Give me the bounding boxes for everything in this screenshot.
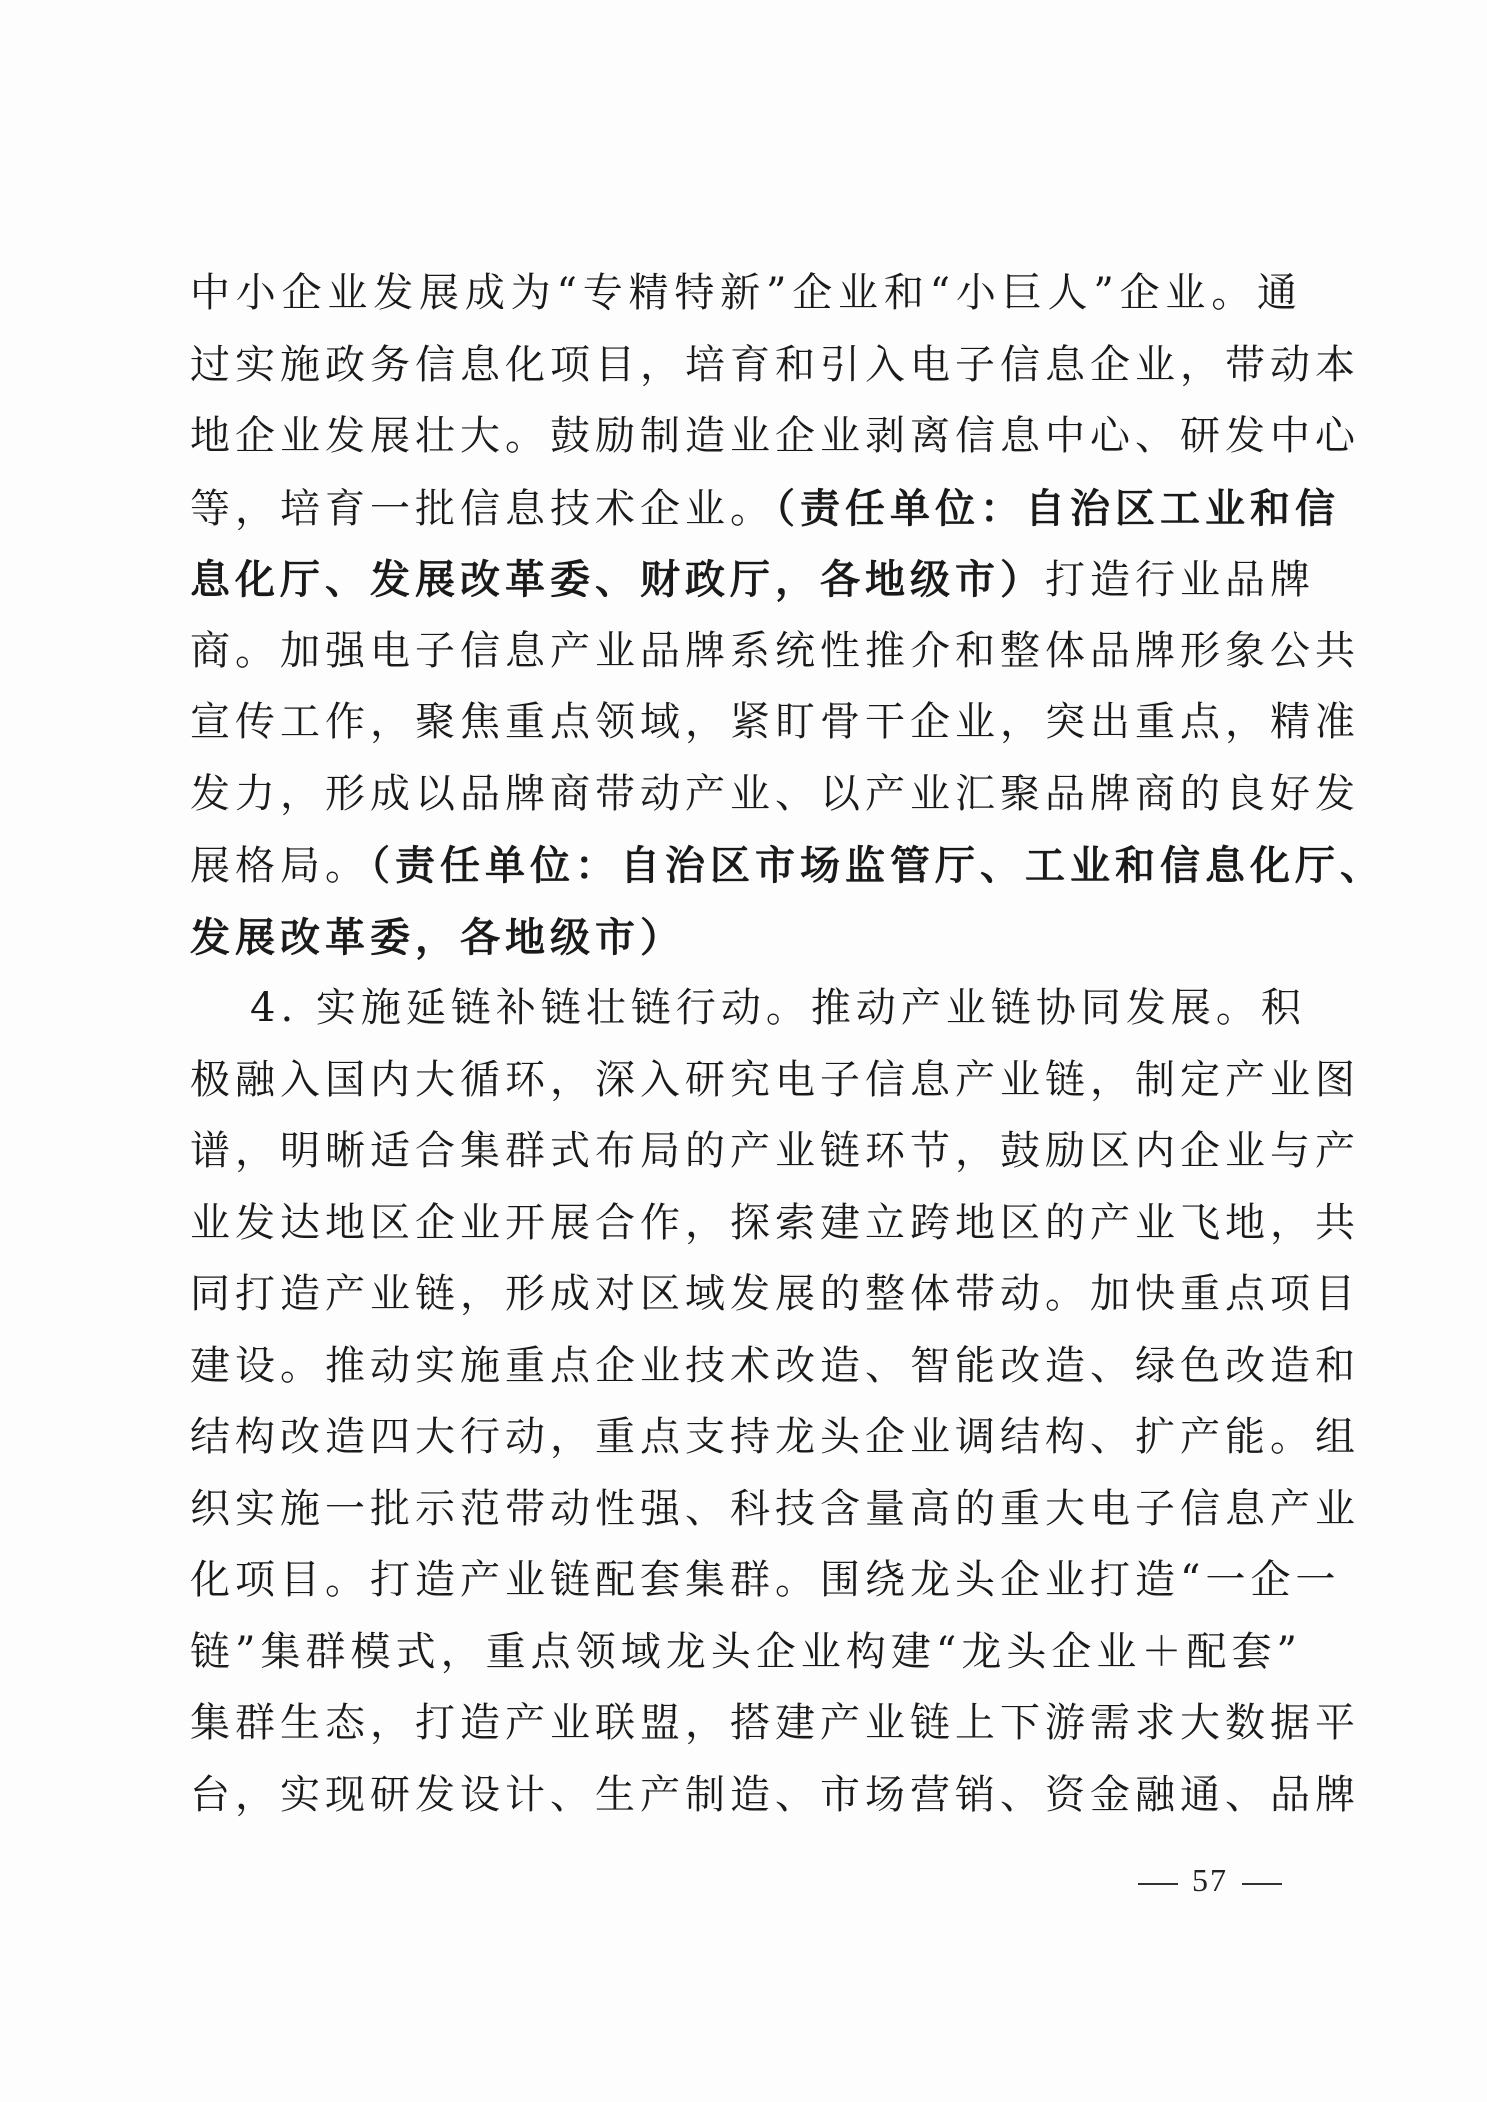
line-text: 商。加强电子信息产业品牌系统性推介和整体品牌形象公共 [190,627,1360,674]
paragraph-line [190,759,1360,831]
responsibility-note: 发展改革委，各地级市） [190,913,685,961]
line-text: 极融入国内大循环，深入研究电子信息产业链，制定产业图 [190,1056,1360,1103]
page-number [1120,1862,1300,1899]
paragraph-line [190,1188,1360,1260]
page-number-value: 57 [1192,1862,1228,1898]
paragraph-line [190,544,1315,616]
line-text: 业发达地区企业开展合作，探索建立跨地区的产业飞地，共 [190,1199,1360,1246]
line-text: 4. 实施延链补链壮链行动。推动产业链协同发展。积 [250,985,1306,1031]
paragraph-line [190,1331,1360,1403]
line-text: 地企业发展壮大。鼓励制造业企业剥离信息中心、研发中心 [190,413,1360,459]
line-text: 建设。推动实施重点企业技术改造、智能改造、绿色改造和 [190,1342,1360,1389]
paragraph-line [190,330,1360,402]
line-text: 过实施政务信息化项目，培育和引入电子信息企业，带动本 [190,341,1360,388]
paragraph-line [190,1045,1360,1117]
paragraph-line [190,1760,1360,1832]
line-text: 同打造产业链，形成对区域发展的整体带动。加快重点项目 [190,1271,1360,1317]
paragraph-line [190,401,1360,473]
dash-left [1138,1883,1178,1885]
paragraph-line [190,830,1385,902]
paragraph-line [190,473,1340,545]
dash-right [1242,1883,1282,1885]
paragraph-line [190,1688,1360,1760]
paragraph-line [190,616,1360,688]
paragraph-line [190,1545,1341,1617]
paragraph-line [190,973,1306,1045]
paragraph-line [190,1474,1360,1546]
responsibility-note: （责任单位：自治区工业和信 [775,484,1340,532]
paragraph-line [190,1259,1360,1331]
body-text [190,258,1385,1831]
paragraph-line [190,258,1302,330]
line-text: 集群生态，打造产业联盟，搭建产业链上下游需求大数据平 [190,1700,1360,1746]
line-text: 化项目。打造产业链配套集群。围绕龙头企业打造“一企一 [190,1557,1341,1603]
line-text: 织实施一批示范带动性强、科技含量高的重大电子信息产业 [190,1485,1360,1532]
paragraph-line [190,902,1302,974]
line-text: 中小企业发展成为“专精特新”企业和“小巨人”企业。通 [190,270,1302,316]
line-text: 链”集群模式，重点领域龙头企业构建“龙头企业＋配套” [190,1628,1302,1675]
paragraph-line [190,1402,1360,1474]
line-text: 台，实现研发设计、生产制造、市场营销、资金融通、品牌 [190,1771,1360,1818]
line-text: 谱，明晰适合集群式布局的产业链环节，鼓励区内企业与产 [190,1128,1360,1174]
responsibility-note: 息化厅、发展改革委、财政厅，各地级市） [190,556,1045,603]
line-text: 展格局。 [190,843,370,889]
responsibility-note: （责任单位：自治区市场监管厅、工业和信息化厅、 [370,842,1385,889]
line-text: 宣传工作，聚焦重点领域，紧盯骨干企业，突出重点，精准 [190,699,1360,745]
line-text: 结构改造四大行动，重点支持龙头企业调结构、扩产能。组 [190,1414,1360,1460]
paragraph-line [190,687,1360,759]
paragraph-line [190,1617,1302,1689]
line-text: 打造行业品牌 [1045,557,1315,603]
line-text: 等，培育一批信息技术企业。 [190,485,775,532]
paragraph-line [190,1116,1360,1188]
line-text: 发力，形成以品牌商带动产业、以产业汇聚品牌商的良好发 [190,770,1360,817]
